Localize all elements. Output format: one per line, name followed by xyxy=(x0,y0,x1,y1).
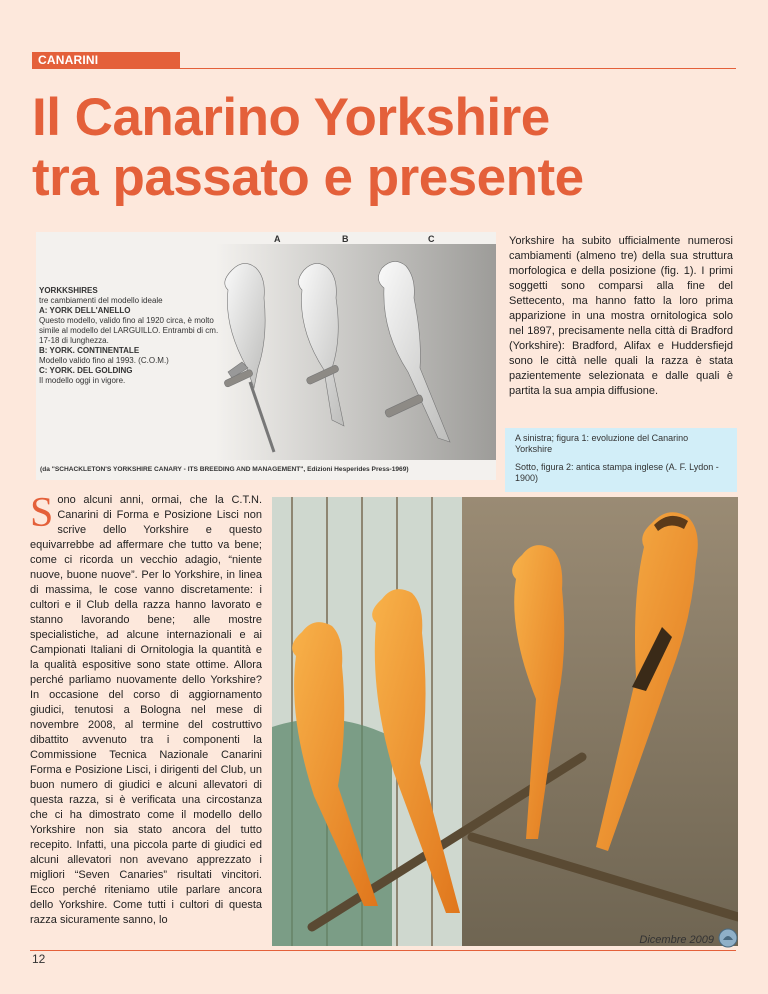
figure-label-b: B xyxy=(342,234,349,244)
article-body xyxy=(30,490,262,928)
caption-figure-1: A sinistra; figura 1: evoluzione del Canarino Yorkshire xyxy=(515,433,689,454)
legend-b-text: Modello valido fino al 1993. (C.O.M.) xyxy=(39,356,169,365)
legend-c-title: C: YORK. DEL GOLDING xyxy=(39,366,133,375)
figure-2-antique-print xyxy=(272,497,738,946)
page-number: 12 xyxy=(32,952,46,966)
figure-1-legend xyxy=(39,286,219,386)
article-title xyxy=(32,88,584,208)
issue-date: Dicembre 2009 xyxy=(639,934,714,946)
title-line-1: Il Canarino Yorkshire xyxy=(32,88,550,147)
legend-a-text: Questo modello, valido fino al 1920 circa, è molto simile al modello del LARGUILLO. Entrambi di cm. 17-18 di lunghezza. xyxy=(39,316,219,345)
caption-figure-2: Sotto, figura 2: antica stampa inglese (A. F. Lydon - 1900) xyxy=(515,462,719,483)
canaries-print-illustration xyxy=(272,497,738,946)
legend-subheading: tre cambiamenti del modello ideale xyxy=(39,296,163,305)
legend-heading: YORKKSHIRES xyxy=(39,286,98,295)
right-column-text: Yorkshire ha subito ufficialmente numerosi cambiamenti (almeno tre) della sua struttura morfologica e della posizione (fig. 1). I primi soggetti sono comparsi alla fine del Settecento, ma hanno fatto la loro prima apparizione in una mostra ornitologica solo nel 1897, precisamente nella città di Bradford (Yorkshire): Bradford, Alifax e Huddersfiejd sono le città nelle quali la razza è stata pazientemente selezionata e dalle quali è partita la sua ampia diffusione. xyxy=(509,235,733,397)
title-line-2: tra passato e presente xyxy=(32,148,584,207)
drop-cap: S xyxy=(30,490,54,536)
legend-c-text: Il modello oggi in vigore. xyxy=(39,376,126,385)
header-rule xyxy=(180,68,736,69)
figure-1-yorkshire-evolution xyxy=(36,232,496,480)
footer-rule xyxy=(30,950,736,951)
figure-label-a: A xyxy=(274,234,281,244)
figure-label-c: C xyxy=(428,234,435,244)
figure-captions xyxy=(505,428,737,492)
magazine-logo-icon xyxy=(718,928,738,948)
legend-a-title: A: YORK DELL'ANELLO xyxy=(39,306,131,315)
body-text: ono alcuni anni, ormai, che la C.T.N. Canarini di Forma e Posizione Lisci non scrive dello Yorkshire e questo equivarrebbe ad affermare che tutto va bene; come ci ricorda un vecchio adagio, “niente nuove, buone nuove”. Per lo Yorkshire, in linea di massima, le cose vanno discretamente: i cultori e il Club della razza hanno lavorato e stanno lavorando bene; alle mostre specialistiche, ad alcune internazionali e ai Campionati Italiani di Ornitologia la quantità e la qualità espositive sono state ottime. Allora perché parliamo nuovamente dello Yorkshire? In occasione del corso di aggiornamento giudici, tenutosi a Bologna nel mese di novembre 2008, al termine del costruttivo dibattito avvenuto tra i componenti la Commissione Tecnica Nazionale Canarini Forma e Posizione Lisci, i dirigenti del Club, un buon numero di giudici e alcuni allevatori di questa razza, si è verificata una circostanza che ci ha dimostrato come il modello dello Yorkshire non sia stato ancora del tutto recepito. Infatti, una piccola parte di giudici ed alcuni allevatori non avevano apprezzato i migliori “Seven Canaries” risultati vincitori. Ecco perché riteniamo utile parlare ancora dello Yorkshire. Come tutti i cultori di questa razza sicuramente sanno, lo xyxy=(30,494,262,926)
section-label: CANARINI xyxy=(32,52,180,69)
legend-b-title: B: YORK. CONTINENTALE xyxy=(39,346,140,355)
figure-1-source: (da "SCHACKLETON'S YORKSHIRE CANARY - ITS BREEDING AND MANAGEMENT", Edizioni Hesperides Press-1969) xyxy=(40,466,409,473)
